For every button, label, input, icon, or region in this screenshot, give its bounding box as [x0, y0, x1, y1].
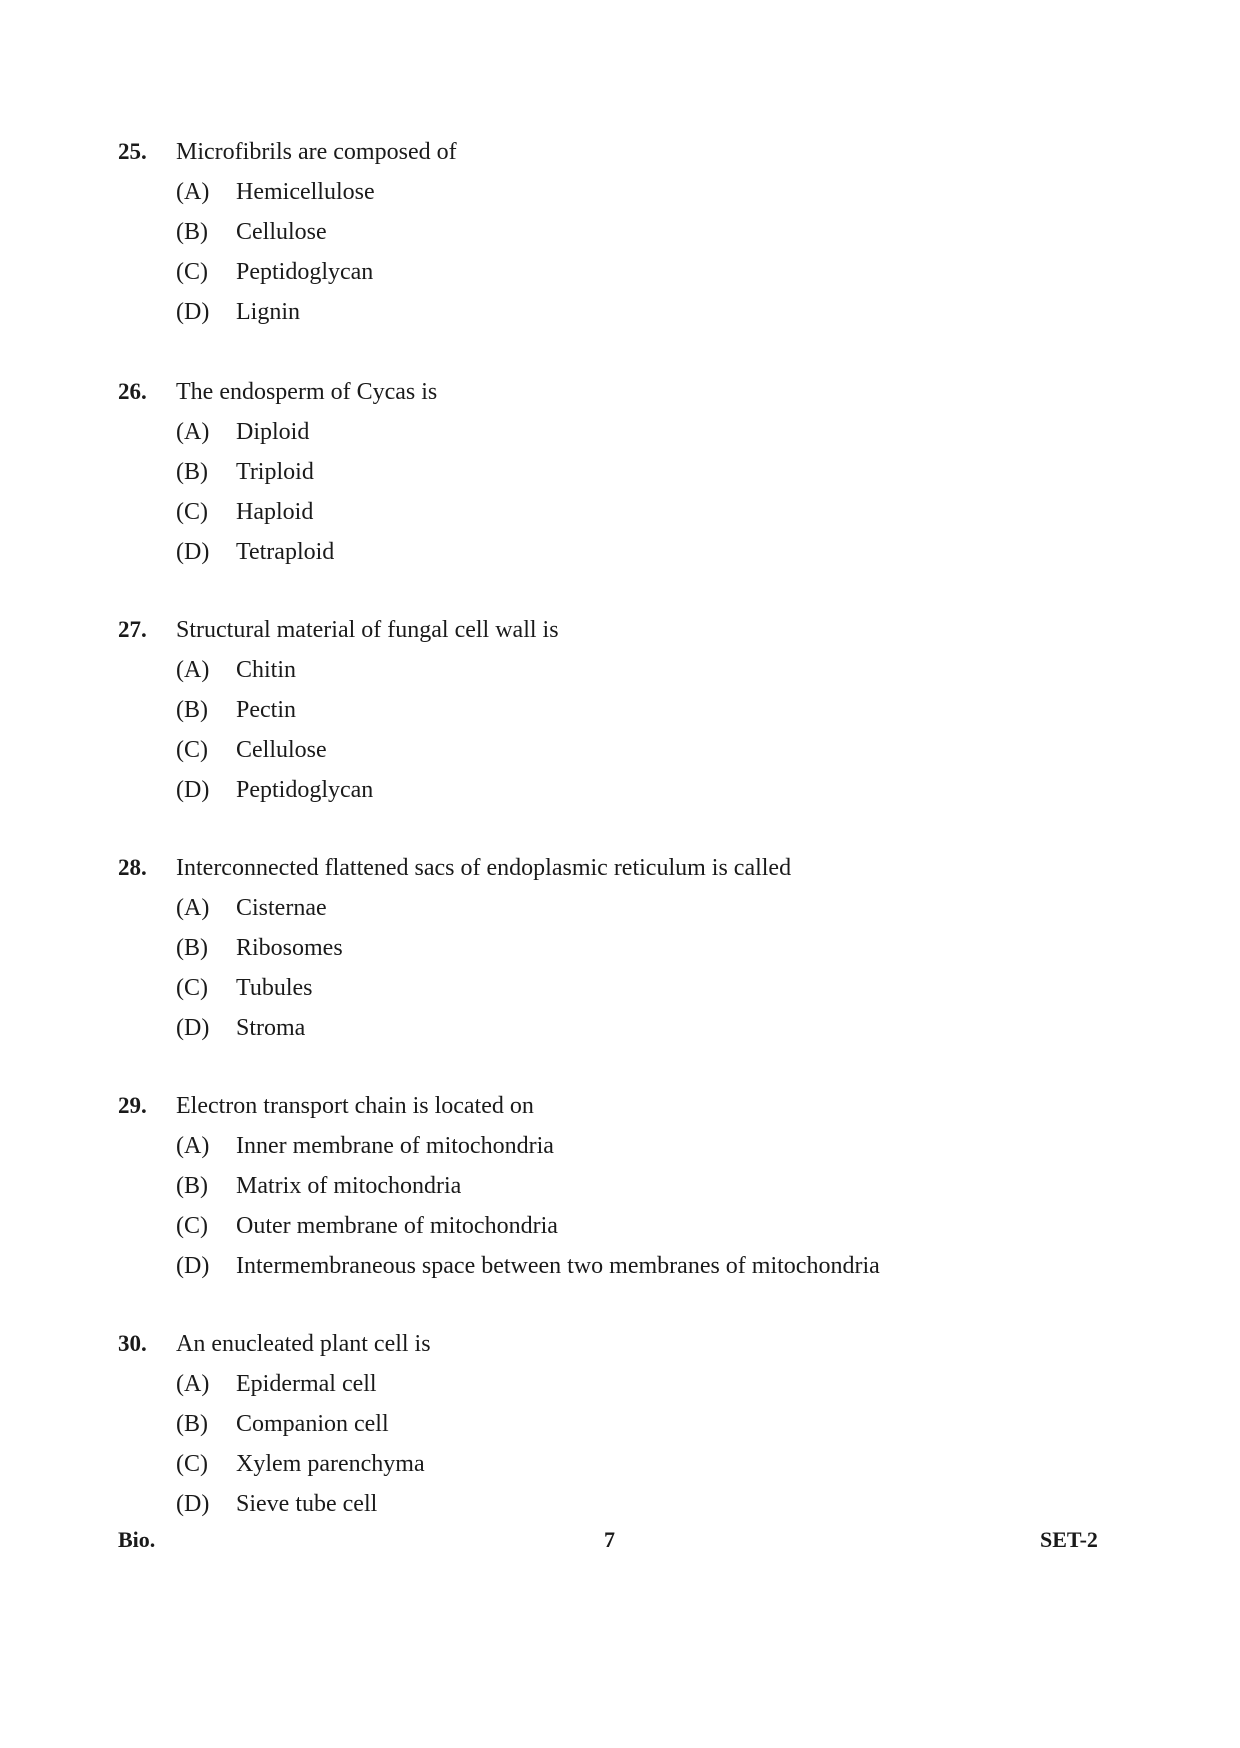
- option-a: [0, 412, 1240, 452]
- option-text: Sieve tube cell: [236, 1491, 378, 1517]
- option-text: Inner membrane of mitochondria: [236, 1133, 554, 1159]
- option-b: [0, 1404, 1240, 1444]
- option-text: Cellulose: [236, 219, 327, 245]
- question-30: [0, 1324, 1240, 1524]
- option-label: (A): [176, 1133, 210, 1159]
- option-c: [0, 730, 1240, 770]
- option-text: Tetraploid: [236, 539, 335, 565]
- question-stem: [0, 610, 1240, 650]
- option-text: Tubules: [236, 975, 313, 1001]
- option-text: Diploid: [236, 419, 310, 445]
- question-27: [0, 610, 1240, 810]
- option-label: (C): [176, 975, 208, 1001]
- question-stem: [0, 132, 1240, 172]
- question-number: 26.: [118, 379, 147, 404]
- question-text: Microfibrils are composed of: [176, 139, 457, 165]
- option-c: [0, 492, 1240, 532]
- option-text: Stroma: [236, 1015, 306, 1041]
- question-28: [0, 848, 1240, 1048]
- option-text: Outer membrane of mitochondria: [236, 1213, 558, 1239]
- question-stem: [0, 1324, 1240, 1364]
- question-number: 30.: [118, 1331, 147, 1356]
- option-text: Hemicellulose: [236, 179, 375, 205]
- question-number: 25.: [118, 139, 147, 164]
- option-a: [0, 172, 1240, 212]
- option-d: [0, 532, 1240, 572]
- subject-code: Bio.: [118, 1527, 156, 1552]
- option-label: (A): [176, 179, 210, 205]
- option-label: (A): [176, 657, 210, 683]
- option-label: (D): [176, 1491, 210, 1517]
- option-label: (D): [176, 777, 210, 803]
- option-text: Matrix of mitochondria: [236, 1173, 462, 1199]
- page-number: 7: [604, 1527, 615, 1552]
- option-c: [0, 1206, 1240, 1246]
- option-text: Peptidoglycan: [236, 259, 374, 285]
- option-d: [0, 1246, 1240, 1286]
- option-text: Pectin: [236, 697, 296, 723]
- question-stem: [0, 1086, 1240, 1126]
- option-a: [0, 1126, 1240, 1166]
- option-b: [0, 690, 1240, 730]
- option-label: (C): [176, 1213, 208, 1239]
- question-25: [0, 132, 1240, 332]
- option-d: [0, 1008, 1240, 1048]
- option-b: [0, 212, 1240, 252]
- option-label: (D): [176, 1253, 210, 1279]
- question-text: The endosperm of Cycas is: [176, 379, 438, 405]
- option-a: [0, 650, 1240, 690]
- option-label: (D): [176, 1015, 210, 1041]
- option-text: Ribosomes: [236, 935, 343, 961]
- option-c: [0, 968, 1240, 1008]
- option-text: Companion cell: [236, 1411, 389, 1437]
- option-label: (C): [176, 259, 208, 285]
- option-b: [0, 928, 1240, 968]
- option-c: [0, 252, 1240, 292]
- option-label: (A): [176, 419, 210, 445]
- option-b: [0, 452, 1240, 492]
- question-29: [0, 1086, 1240, 1286]
- option-label: (C): [176, 1451, 208, 1477]
- option-d: [0, 770, 1240, 810]
- option-text: Haploid: [236, 499, 314, 525]
- option-label: (B): [176, 697, 208, 723]
- option-label: (D): [176, 299, 210, 325]
- option-a: [0, 1364, 1240, 1404]
- set-label: SET-2: [1040, 1527, 1098, 1552]
- question-text: Interconnected flattened sacs of endoplasmic reticulum is called: [176, 855, 792, 881]
- option-d: [0, 1484, 1240, 1524]
- option-text: Peptidoglycan: [236, 777, 374, 803]
- option-text: Epidermal cell: [236, 1371, 377, 1397]
- option-text: Lignin: [236, 299, 300, 325]
- option-a: [0, 888, 1240, 928]
- option-b: [0, 1166, 1240, 1206]
- question-26: [0, 372, 1240, 572]
- option-text: Cisternae: [236, 895, 327, 921]
- question-text: Electron transport chain is located on: [176, 1093, 534, 1119]
- option-d: [0, 292, 1240, 332]
- option-label: (B): [176, 935, 208, 961]
- option-label: (D): [176, 539, 210, 565]
- option-text: Triploid: [236, 459, 314, 485]
- option-label: (A): [176, 1371, 210, 1397]
- option-label: (C): [176, 737, 208, 763]
- option-label: (C): [176, 499, 208, 525]
- question-text: An enucleated plant cell is: [176, 1331, 431, 1357]
- option-label: (A): [176, 895, 210, 921]
- option-text: Chitin: [236, 657, 297, 683]
- page-footer: [0, 1520, 1240, 1560]
- question-number: 29.: [118, 1093, 147, 1118]
- option-label: (B): [176, 459, 208, 485]
- option-c: [0, 1444, 1240, 1484]
- option-text: Cellulose: [236, 737, 327, 763]
- option-text: Intermembraneous space between two membranes of mitochondria: [236, 1253, 880, 1279]
- option-label: (B): [176, 1411, 208, 1437]
- question-text: Structural material of fungal cell wall is: [176, 617, 559, 643]
- question-number: 28.: [118, 855, 147, 880]
- option-text: Xylem parenchyma: [236, 1451, 425, 1477]
- question-stem: [0, 848, 1240, 888]
- question-number: 27.: [118, 617, 147, 642]
- question-stem: [0, 372, 1240, 412]
- option-label: (B): [176, 1173, 208, 1199]
- option-label: (B): [176, 219, 208, 245]
